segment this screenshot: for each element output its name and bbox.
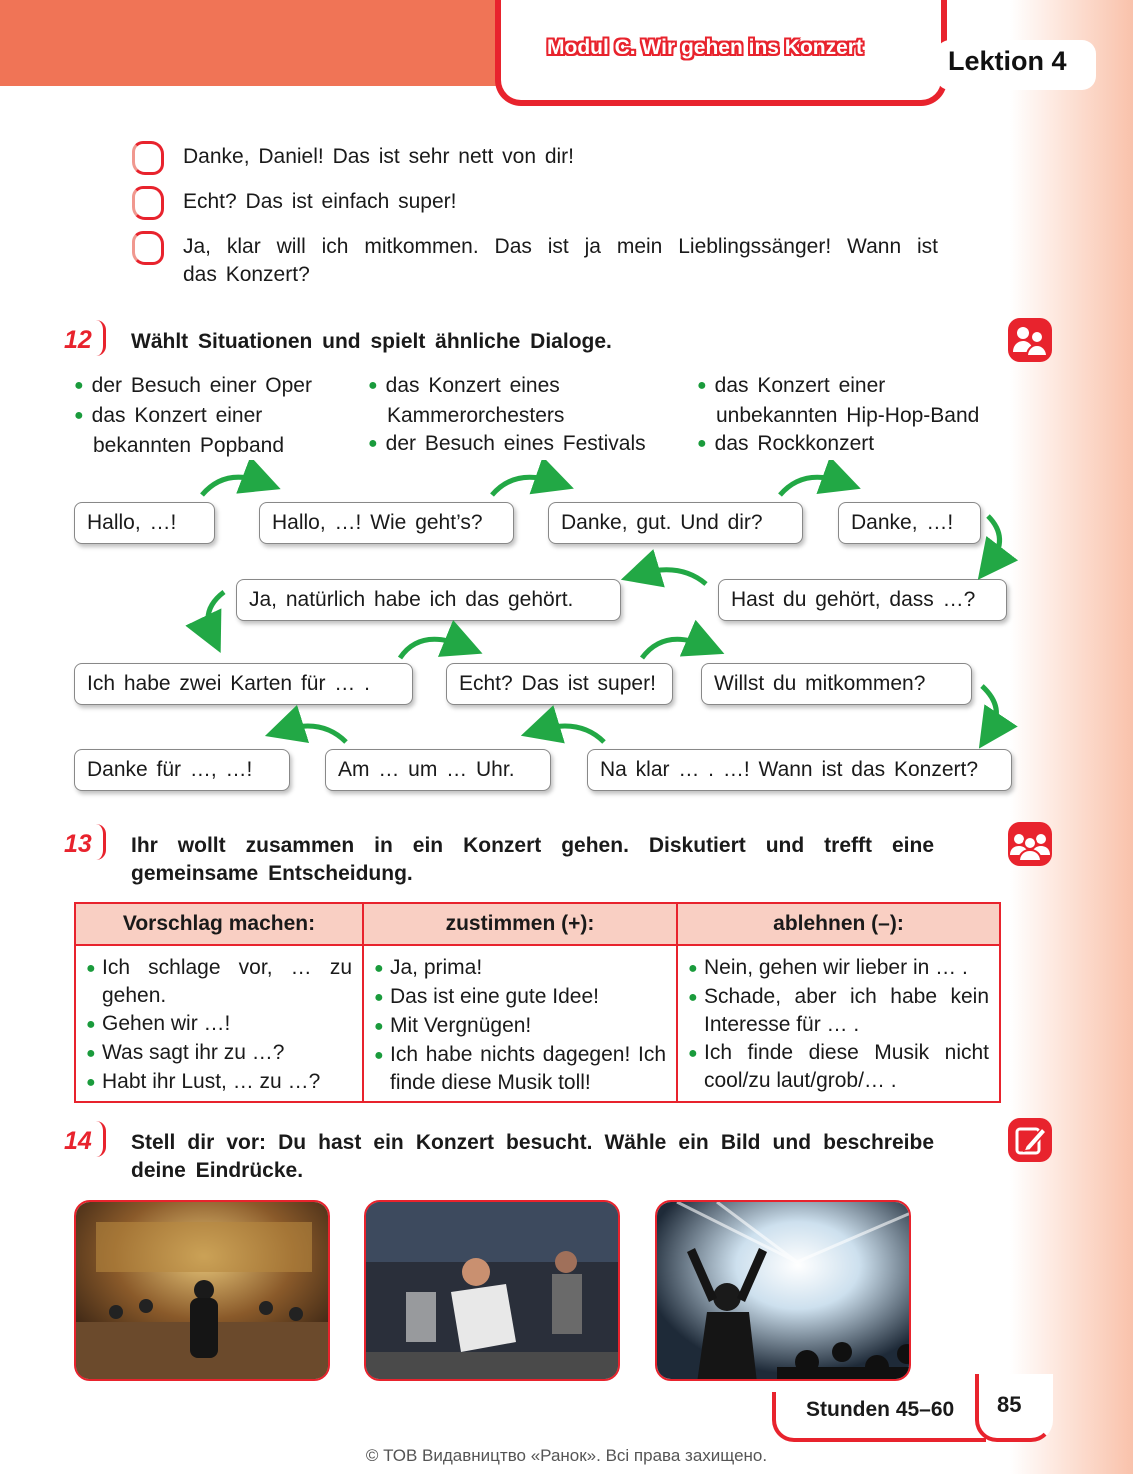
table-cell-vorschlag: ● Ich schlage vor, … zu gehen. ● Gehen wir …! ● Was sagt ihr zu …? ● Habt ihr Lust, … zu …?	[75, 945, 363, 1102]
arrow-down-icon	[208, 592, 224, 635]
arrow-left-icon	[540, 726, 604, 742]
answer-checkbox-1[interactable]	[132, 141, 164, 175]
dialog-box-5: Ja, natürlich habe ich das gehört.	[236, 579, 621, 621]
exercise-12-task: Wählt Situationen und spielt ähnliche Dialoge.	[131, 330, 612, 353]
exercise-number-13: 13	[64, 830, 92, 858]
table-header: Vorschlag machen:	[75, 903, 363, 945]
arrow-right-icon	[642, 639, 706, 658]
arrow-right-icon	[202, 477, 262, 495]
table-header: zustimmen (+):	[363, 903, 677, 945]
exercise-14-task-line2: deine Eindrücke.	[131, 1159, 304, 1182]
answer-option-3-cont: das Konzert?	[183, 263, 310, 286]
dialog-box-7: Ich habe zwei Karten für … .	[74, 663, 413, 705]
situation-list-3: ● das Konzert einer unbekannten Hip-Hop-Band ● das Rockkonzert	[697, 374, 980, 455]
arrow-down-icon	[982, 686, 996, 732]
answer-checkbox-2[interactable]	[132, 186, 164, 220]
exercise-14-task-line1: Stell dir vor: Du hast ein Konzert besucht. Wähle ein Bild und beschreibe	[131, 1131, 934, 1154]
page-number: 85	[997, 1392, 1022, 1417]
dialog-box-2: Hallo, …! Wie geht’s?	[259, 502, 514, 544]
dialog-box-11: Am … um … Uhr.	[325, 749, 551, 791]
arrow-left-icon	[640, 570, 706, 584]
pair-work-icon	[1008, 318, 1052, 362]
arrow-down-icon	[988, 516, 1000, 564]
module-title: Modul C. Wir gehen ins Konzert	[547, 36, 863, 59]
situation-list-2: ● das Konzert eines Kammerorchesters ● der Besuch eines Festivals	[368, 374, 646, 455]
dialog-box-8: Echt? Das ist super!	[446, 663, 673, 705]
arrow-right-icon	[780, 477, 842, 495]
table-header: ablehnen (–):	[677, 903, 1000, 945]
dialog-box-10: Danke für …, …!	[74, 749, 290, 791]
exercise-number-12: 12	[64, 326, 92, 354]
lektion-label: Lektion	[948, 46, 1045, 76]
dialog-box-9: Willst du mitkommen?	[701, 663, 972, 705]
exercise-13-task-line2: gemeinsame Entscheidung.	[131, 862, 413, 885]
dialog-box-4: Danke, …!	[838, 502, 981, 544]
dialog-box-12: Na klar … . …! Wann ist das Konzert?	[587, 749, 1012, 791]
phrases-table	[74, 902, 1001, 1103]
concert-crowd-photo	[655, 1200, 911, 1381]
lektion-number: 4	[1051, 46, 1067, 76]
arrow-right-icon	[492, 477, 555, 495]
lektion-title	[948, 46, 1067, 77]
table-cell-zustimmen: ● Ja, prima! ● Das ist eine gute Idee! ● Mit Vergnügen! ● Ich habe nichts dagegen! Ich finde diese Musik toll!	[363, 945, 677, 1102]
dialog-box-6: Hast du gehört, dass …?	[718, 579, 1007, 621]
copyright-notice: © ТОВ Видавництво «Ранок». Всі права захищено.	[365, 1446, 768, 1465]
exercise-13-task-line1: Ihr wollt zusammen in ein Konzert gehen. Diskutiert und trefft eine	[131, 834, 934, 857]
answer-option-2: Echt? Das ist einfach super!	[183, 190, 457, 213]
arrow-right-icon	[400, 639, 464, 658]
dialog-flow-arrows	[0, 460, 1133, 760]
header-band	[0, 0, 500, 86]
group-work-icon	[1008, 822, 1052, 866]
situation-list-1: ● der Besuch einer Oper ● das Konzert einer bekannten Popband	[74, 374, 312, 457]
answer-option-3: Ja, klar will ich mitkommen. Das ist ja mein Lieblingssänger! Wann ist	[183, 235, 938, 258]
arrow-left-icon	[284, 726, 346, 742]
rock-band-photo	[364, 1200, 620, 1381]
pencil-write-icon	[1008, 1118, 1052, 1162]
orchestra-photo	[74, 1200, 330, 1381]
table-cell-ablehnen: ● Nein, gehen wir lieber in … . ● Schade, aber ich habe kein Interesse für … . ● Ich finde diese Musik nicht cool/zu laut/grob/… .	[677, 945, 1000, 1102]
lesson-range: Stunden 45–60	[806, 1398, 955, 1421]
dialog-box-3: Danke, gut. Und dir?	[548, 502, 803, 544]
answer-checkbox-3[interactable]	[132, 231, 164, 265]
exercise-number-14: 14	[64, 1127, 92, 1155]
dialog-box-1: Hallo, …!	[74, 502, 215, 544]
answer-option-1: Danke, Daniel! Das ist sehr nett von dir!	[183, 145, 575, 168]
